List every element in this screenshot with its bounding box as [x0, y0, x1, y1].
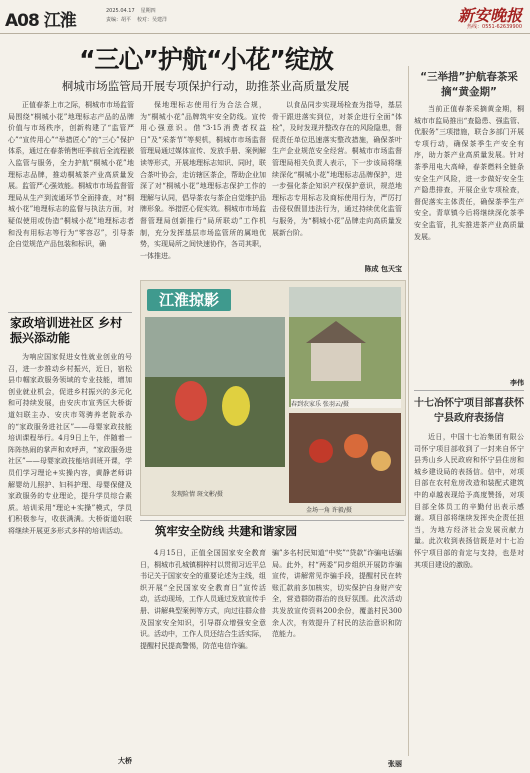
main-article-col2: 保地理标志使用行为合法合规，为“桐城小花”品牌筑牢安全防线。宣传用心强意识。借“3·15消费者权益日”及“采茶节”等契机，桐城市市场监督管理局通过媒体宣传、发放手册、案例解读等形式，开展地理标志知识、同时，联合茶叶协会，走访辖区茶企，帮助企业加深了对“桐城小花”地理标志保护工作的理解与认同，倡导茶农与茶企自觉维护品牌形象。举措匠心促实效。桐城市市场监督管理局创新推行“局所联动”工作机制，充分发挥基层市场监管所的属地优势，实现局所之间快速协作，各司其职，一体推进。 [140, 101, 266, 260]
divider [140, 520, 404, 521]
photo-block [140, 280, 406, 516]
caption-1: 春到农家乐 张羽云/摄 [291, 399, 401, 408]
bottom-article-byline: 张丽 [388, 760, 402, 768]
right-bottom-body: 近日，中国十七冶集团有限公司怀宁项目部收到了一封来自怀宁县秀山乡人民政府和怀宁县住房和城乡建设局的表扬信。信中，对项目部在农村危房改造和装配式建筑中的卓越表现给予高度赞扬，对项目部全体员工的辛勤付出表示感谢。项目部将继续发挥央企责任担当，为地方经济社会发展贡献力量。此次收到表扬信既是对十七冶怀宁项目部的肯定与支持，也是对其项目建设的激励。 [414, 433, 524, 569]
bottom-article-title: 筑牢安全防线 共建和谐家园 [155, 524, 298, 538]
hotline: 热线：0551-62639900 [467, 24, 522, 30]
main-byline: 陈成 包天宝 [364, 265, 402, 273]
left-article-body: 为响应国家促进女性就业创业的号召，进一步推动乡村振兴，近日，宿松县巾帼家政服务领域的专业技能，增加创业就业机会，促进乡村振兴的多元化和可持续发展，由安庆市宣秀区大桥街道妇联主办、安庆市驾骋养老院承办的“家政服务进社区”——母婴家政技能培训课程举行。4月9日上午，伴随着一阵阵热闹的掌声和欢呼声，“家政服务进社区”——母婴家政技能培训班开课，学员们学习理论+实操内容，黄静老师讲解婴幼儿照护、妇科护理、母婴保健及家政服务的专业理论，提升学员综合素质。培训采用“理论+实操”模式，学员们积极参与，收获满满。大桥街道妇联将继续开展更多形式多样的培训活动。 [8, 353, 132, 535]
right-bottom-title: 十七冶怀宁项目部喜获怀宁县政府表扬信 [414, 398, 524, 424]
right-top-title: “三举措”护航春茶采摘“黄金期” [420, 71, 518, 98]
bottom-article-col2: 骗”多名村民知道“中奖”“贷款”诈骗电话骗局。此外，村“两委”同步组织开展防诈骗宣传，讲解常见诈骗手段，提醒村民在转账汇款前多加核实，切实保护自身财产安全，营造群防群治的良好氛围。此次活动共发放宣传资料200余份，覆盖村民300余人次，有效提升了村民的法治意识和防范能力。 [272, 549, 402, 639]
bottom-article-col1: 4月15日，正值全国国家安全教育日，桐城市孔城镇桐梓村以贯彻习近平总书记关于国家安全的重要论述为主线，组织开展“全民国家安全教育日”宣传活动，活动现场，工作人员通过发放宣传手册、讲解典型案例等方式，向过往群众普及国家安全知识，引导群众增强安全意识。活动中，工作人员还结合生活实际，提醒村民提高警惕，防范电信诈骗。 [140, 549, 266, 650]
caption-2: 发现险情 斑文彬/摄 [171, 491, 223, 498]
main-article-col1: 正值春茶上市之际，桐城市市场监管局围绕“桐城小花”地理标志产品的品牌价值与市场秩序，创新构建了“监管严心”“宣传用心”“举措匠心”的“三心”保护体系，通过在春茶销售旺季前后全流程嵌入监管与服务，全力护航“桐城小花”地理标志品牌，推动桐城茶产业高质量发展。监管严心强效能。桐城市市场监督管理局从生产到流通环节全面排查，对“桐城小花”地理标志的监督与执法方面，对疑似使用或伪造“桐城小花”地理标志者和没有用标志等行为“零容忍”，引导茶企自觉规范产品包装和标识，确 [8, 101, 134, 249]
main-headline: “三心”护航“小花”绽放 [79, 45, 333, 74]
left-article-byline: 大桥 [118, 757, 132, 765]
right-top-byline: 李伟 [510, 379, 524, 387]
divider [414, 390, 524, 391]
page-meta: 2025.04.17 星期四 责编：胡平 校对：吴建洋 [106, 8, 168, 23]
caption-3: 金场一角 许毅/摄 [306, 507, 352, 514]
left-article-title: 家政培训进社区 乡村振兴添动能 [10, 316, 123, 345]
newspaper-logo: 新安晚报 [457, 6, 522, 25]
divider [8, 312, 132, 313]
page-number: A08 江淮 [5, 11, 76, 31]
column-divider [408, 66, 409, 756]
main-subheadline: 桐城市场监管局开展专项保护行动，助推茶业高质量发展 [61, 79, 350, 93]
photo-banner: 江淮掠影 [147, 289, 231, 311]
main-article-col3: 以食品同步实现场检查为指导，基层骨干跟进落实到位，对茶企进行全面“体检”，及时发现并整改存在的风险隐患，督促责任单位迅速落实整改措施，确保茶叶生产企业规范安全经营。桐城市市场监督管理局相关负责人表示，下一步该局将继续深化“桐城小花”地理标志品牌保护，进一步强化茶企知识产权保护意识，规范地理标志专用标志及商标使用行为，严厉打击侵权假冒违法行为，通过持续优化监管与服务，为“桐城小花”品牌走向高质量发展新台阶。 [272, 101, 402, 237]
page-header [0, 0, 530, 34]
right-top-body: 当前正值春茶采摘黄金期，桐城市市监局推出“查隐患、强监管、优服务”三项措施，联合多部门开展专项行动，确保茶季生产安全有序，助力茶产业高质量发展。针对茶季用电大高峰，春茶燃料全链条安全生产风险，进一步做好安全生产隐患排查，开展企业专项检查，督促落实主体责任，确保茶季生产安全。青草镇今后将继续深化茶季安全监管，扎实推进茶产业高质量发展。 [414, 105, 524, 241]
